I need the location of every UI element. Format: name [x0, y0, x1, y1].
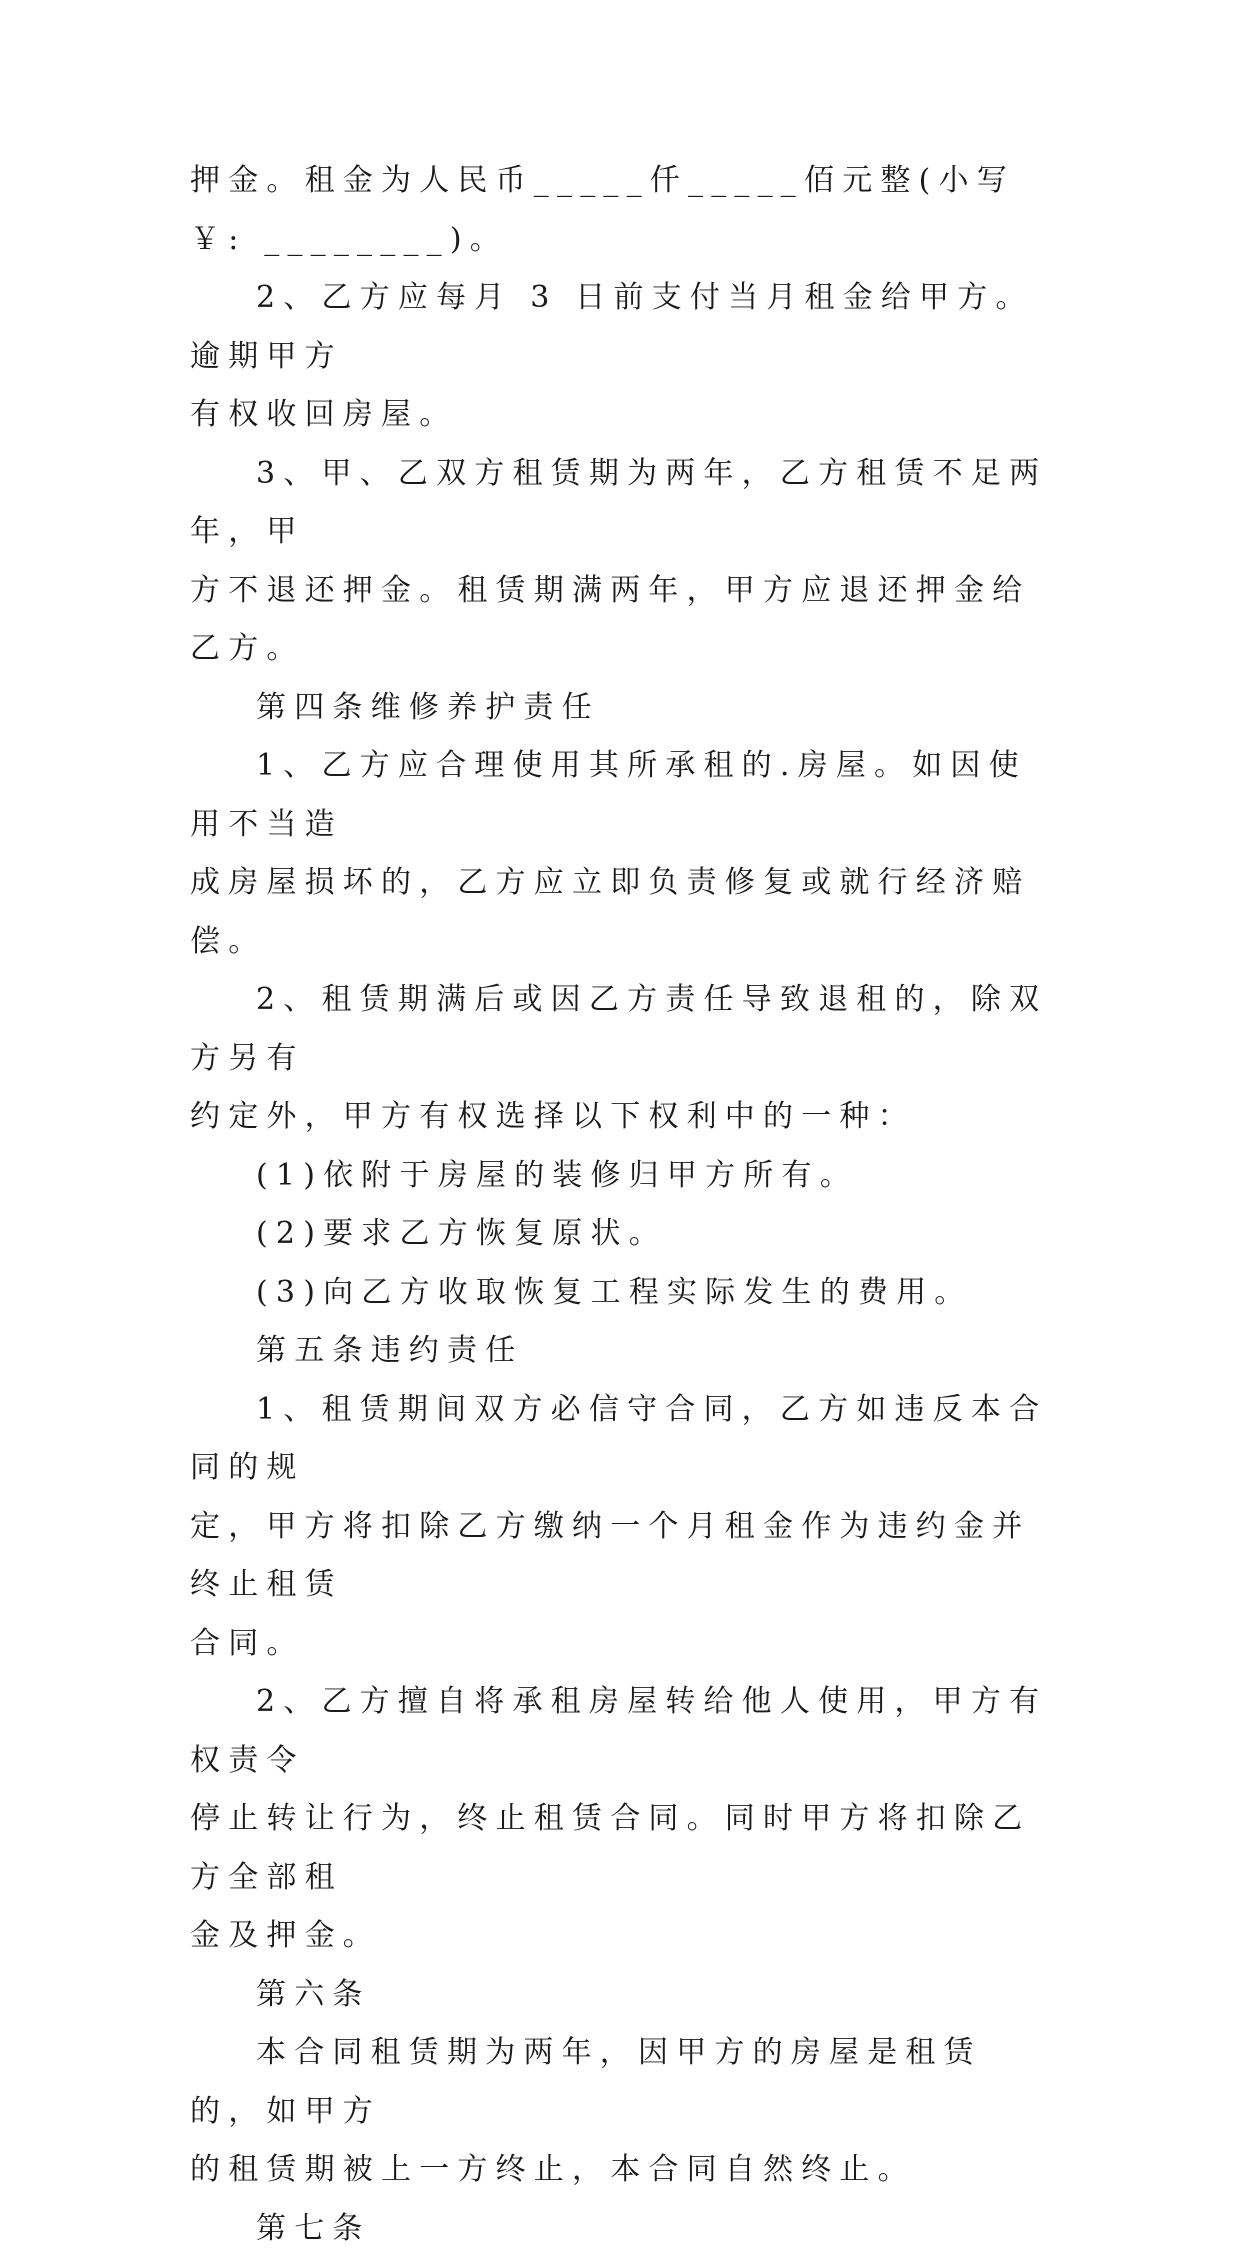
- article-4-heading: 第四条维修养护责任: [190, 679, 1050, 738]
- article-5-item-2-line-1: 2、乙方擅自将承租房屋转给他人使用，甲方有权责令: [190, 1673, 1050, 1790]
- clause-3-item-3-line-1: 3、甲、乙双方租赁期为两年，乙方租赁不足两年，甲: [190, 445, 1050, 562]
- clause-3-item-3-line-2: 方不退还押金。租赁期满两年，甲方应退还押金给乙方。: [190, 562, 1050, 679]
- article-5-item-1-line-2: 定，甲方将扣除乙方缴纳一个月租金作为违约金并终止租赁: [190, 1498, 1050, 1615]
- article-4-item-1-line-1: 1、乙方应合理使用其所承租的.房屋。如因使用不当造: [190, 737, 1050, 854]
- document-body: [190, 152, 1050, 2258]
- article-6-body-line-2: 的租赁期被上一方终止，本合同自然终止。: [190, 2141, 1050, 2200]
- article-5-item-2-line-3: 金及押金。: [190, 1907, 1050, 1966]
- article-4-option-2: (2)要求乙方恢复原状。: [190, 1205, 1050, 1264]
- article-4-option-3: (3)向乙方收取恢复工程实际发生的费用。: [190, 1264, 1050, 1323]
- article-4-item-1-line-2: 成房屋损坏的，乙方应立即负责修复或就行经济赔偿。: [190, 854, 1050, 971]
- article-4-item-2-line-2: 约定外，甲方有权选择以下权利中的一种：: [190, 1088, 1050, 1147]
- article-4-item-2-line-1: 2、租赁期满后或因乙方责任导致退租的，除双方另有: [190, 971, 1050, 1088]
- article-6-heading: 第六条: [190, 1966, 1050, 2025]
- clause-3-item-2-line-2: 有权收回房屋。: [190, 386, 1050, 445]
- article-6-body-line-1: 本合同租赁期为两年，因甲方的房屋是租赁的，如甲方: [190, 2024, 1050, 2141]
- rent-amount-line: 押金。租金为人民币_____仟_____佰元整(小写￥: ________)。: [190, 152, 1050, 269]
- article-5-item-1-line-1: 1、租赁期间双方必信守合同，乙方如违反本合同的规: [190, 1381, 1050, 1498]
- article-5-heading: 第五条违约责任: [190, 1322, 1050, 1381]
- article-5-item-1-line-3: 合同。: [190, 1615, 1050, 1674]
- article-4-option-1: (1)依附于房屋的装修归甲方所有。: [190, 1147, 1050, 1206]
- article-7-heading: 第七条: [190, 2200, 1050, 2258]
- clause-3-item-2-line-1: 2、乙方应每月 3 日前支付当月租金给甲方。逾期甲方: [190, 269, 1050, 386]
- article-5-item-2-line-2: 停止转让行为，终止租赁合同。同时甲方将扣除乙方全部租: [190, 1790, 1050, 1907]
